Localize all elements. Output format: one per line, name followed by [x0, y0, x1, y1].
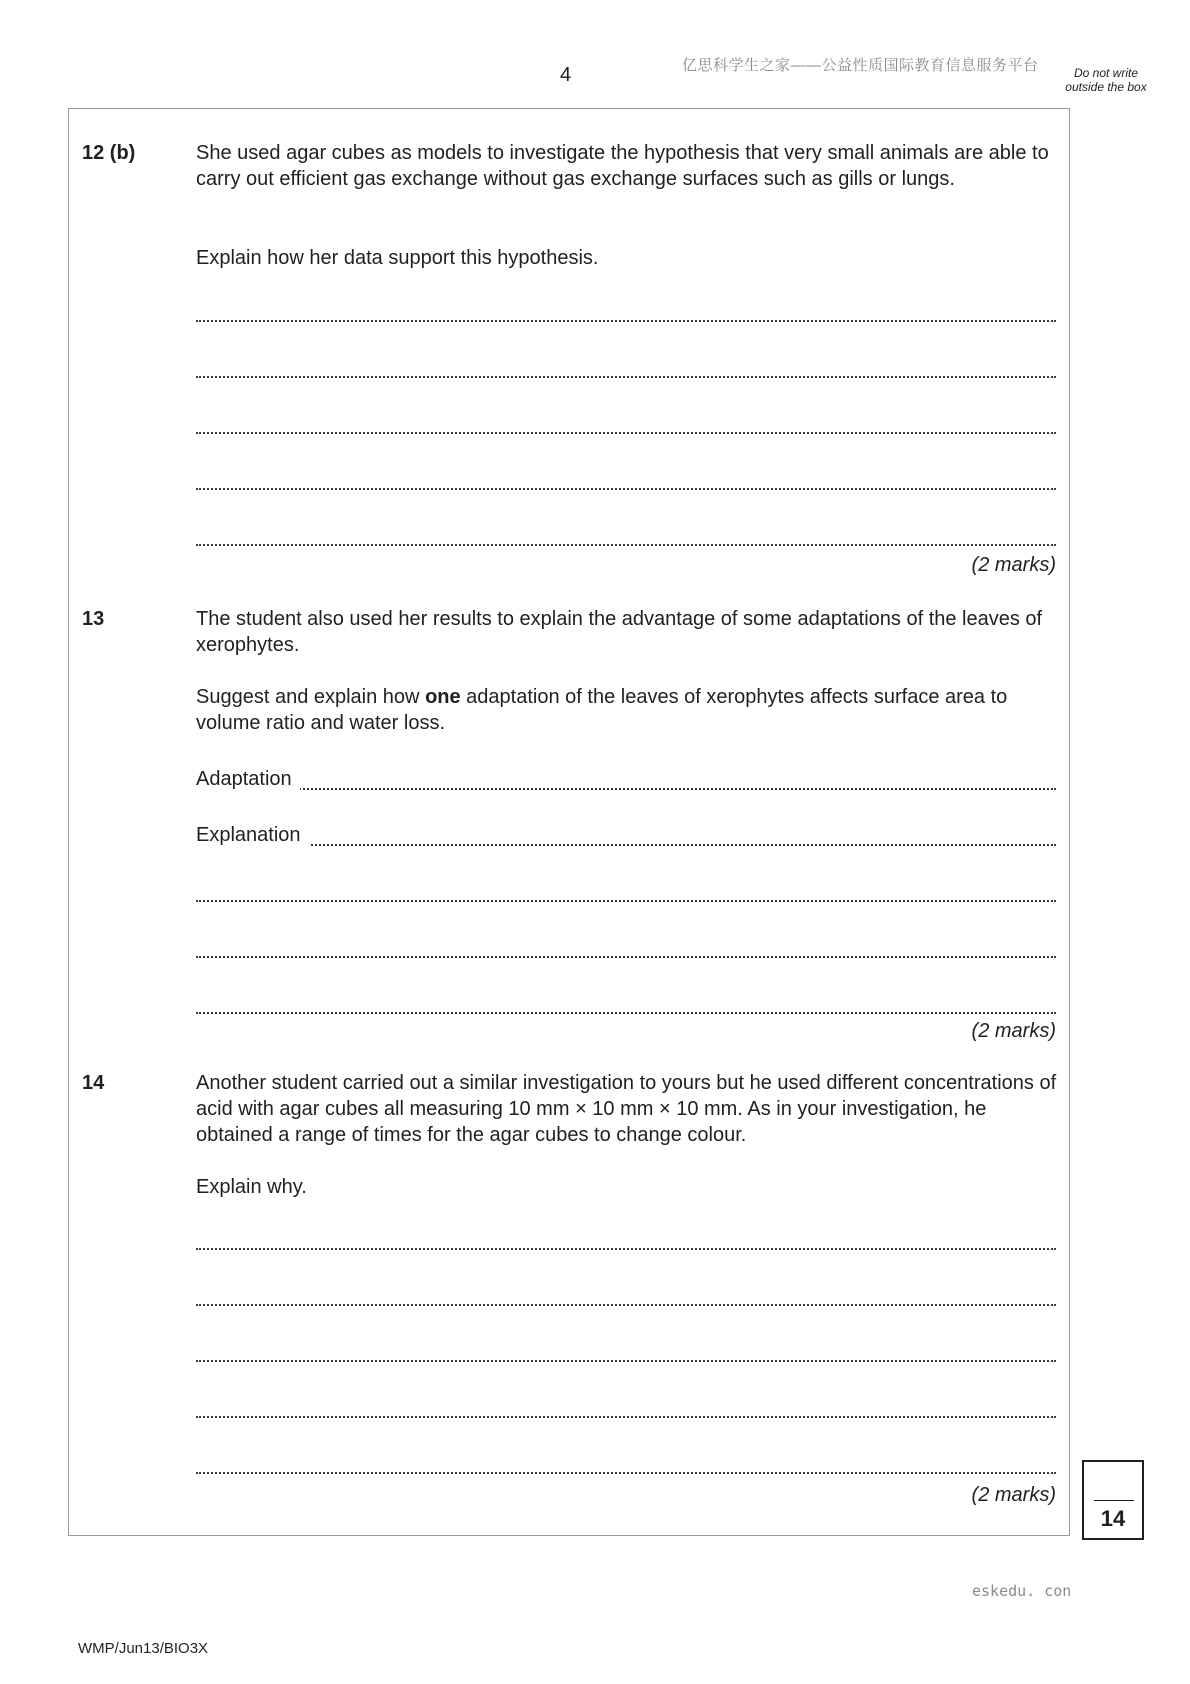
answer-line[interactable] — [196, 1472, 1056, 1474]
paper-code: WMP/Jun13/BIO3X — [78, 1640, 209, 1657]
watermark-header: 亿思科学生之家——公益性质国际教育信息服务平台 — [682, 57, 1039, 74]
marks-13: (2 marks) — [971, 1020, 1056, 1042]
answer-line[interactable] — [196, 844, 1056, 846]
explanation-label: Explanation — [196, 824, 309, 847]
question-14-instruction: Explain why. — [196, 1176, 307, 1198]
answer-line[interactable] — [196, 488, 1056, 490]
score-line — [1094, 1500, 1134, 1501]
instruction-pre: Suggest and explain how — [196, 686, 426, 708]
explanation-field[interactable] — [196, 824, 1056, 850]
score-value: 14 — [1100, 1506, 1126, 1531]
page-number: 4 — [560, 64, 572, 86]
answer-line[interactable] — [196, 1360, 1056, 1362]
question-12b-text: She used agar cubes as models to investigate the hypothesis that very small animals are able to carry out efficient gas exchange without gas exchange surfaces such as gills or lungs. — [196, 142, 1049, 190]
marks-12b: (2 marks) — [971, 554, 1056, 576]
question-number-12b: 12 (b) — [82, 142, 136, 164]
answer-line[interactable] — [196, 544, 1056, 546]
question-number-14: 14 — [82, 1072, 105, 1094]
question-12b-instruction: Explain how her data support this hypothesis. — [196, 247, 599, 269]
answer-line[interactable] — [196, 956, 1056, 958]
answer-line[interactable] — [196, 900, 1056, 902]
question-number-13: 13 — [82, 608, 105, 630]
margin-note: Do not write outside the box — [1065, 66, 1147, 94]
marks-14: (2 marks) — [971, 1484, 1056, 1506]
answer-line[interactable] — [196, 788, 1056, 790]
answer-line[interactable] — [196, 1248, 1056, 1250]
question-13-text: The student also used her results to explain the advantage of some adaptations of the leaves of xerophytes. — [196, 608, 1043, 656]
adaptation-label: Adaptation — [196, 768, 300, 791]
question-13-instruction — [196, 684, 1058, 736]
watermark-footer: eskedu. con — [972, 1582, 1072, 1600]
answer-line[interactable] — [196, 1416, 1056, 1418]
question-14-text: Another student carried out a similar investigation to yours but he used different concentrations of acid with agar cubes all measuring 10 mm × 10 mm × 10 mm. As in your investigation, he obtained a range of times for the agar cubes to change colour. — [196, 1072, 1057, 1146]
adaptation-field[interactable] — [196, 768, 1056, 794]
answer-line[interactable] — [196, 432, 1056, 434]
answer-line[interactable] — [196, 320, 1056, 322]
answer-box — [68, 108, 1070, 1536]
answer-line[interactable] — [196, 1304, 1056, 1306]
instruction-bold: one — [425, 686, 461, 708]
instruction-post: adaptation of the leaves of xerophytes affects surface area to volume ratio and water loss. — [196, 686, 1008, 734]
answer-line[interactable] — [196, 376, 1056, 378]
answer-line[interactable] — [196, 1012, 1056, 1014]
